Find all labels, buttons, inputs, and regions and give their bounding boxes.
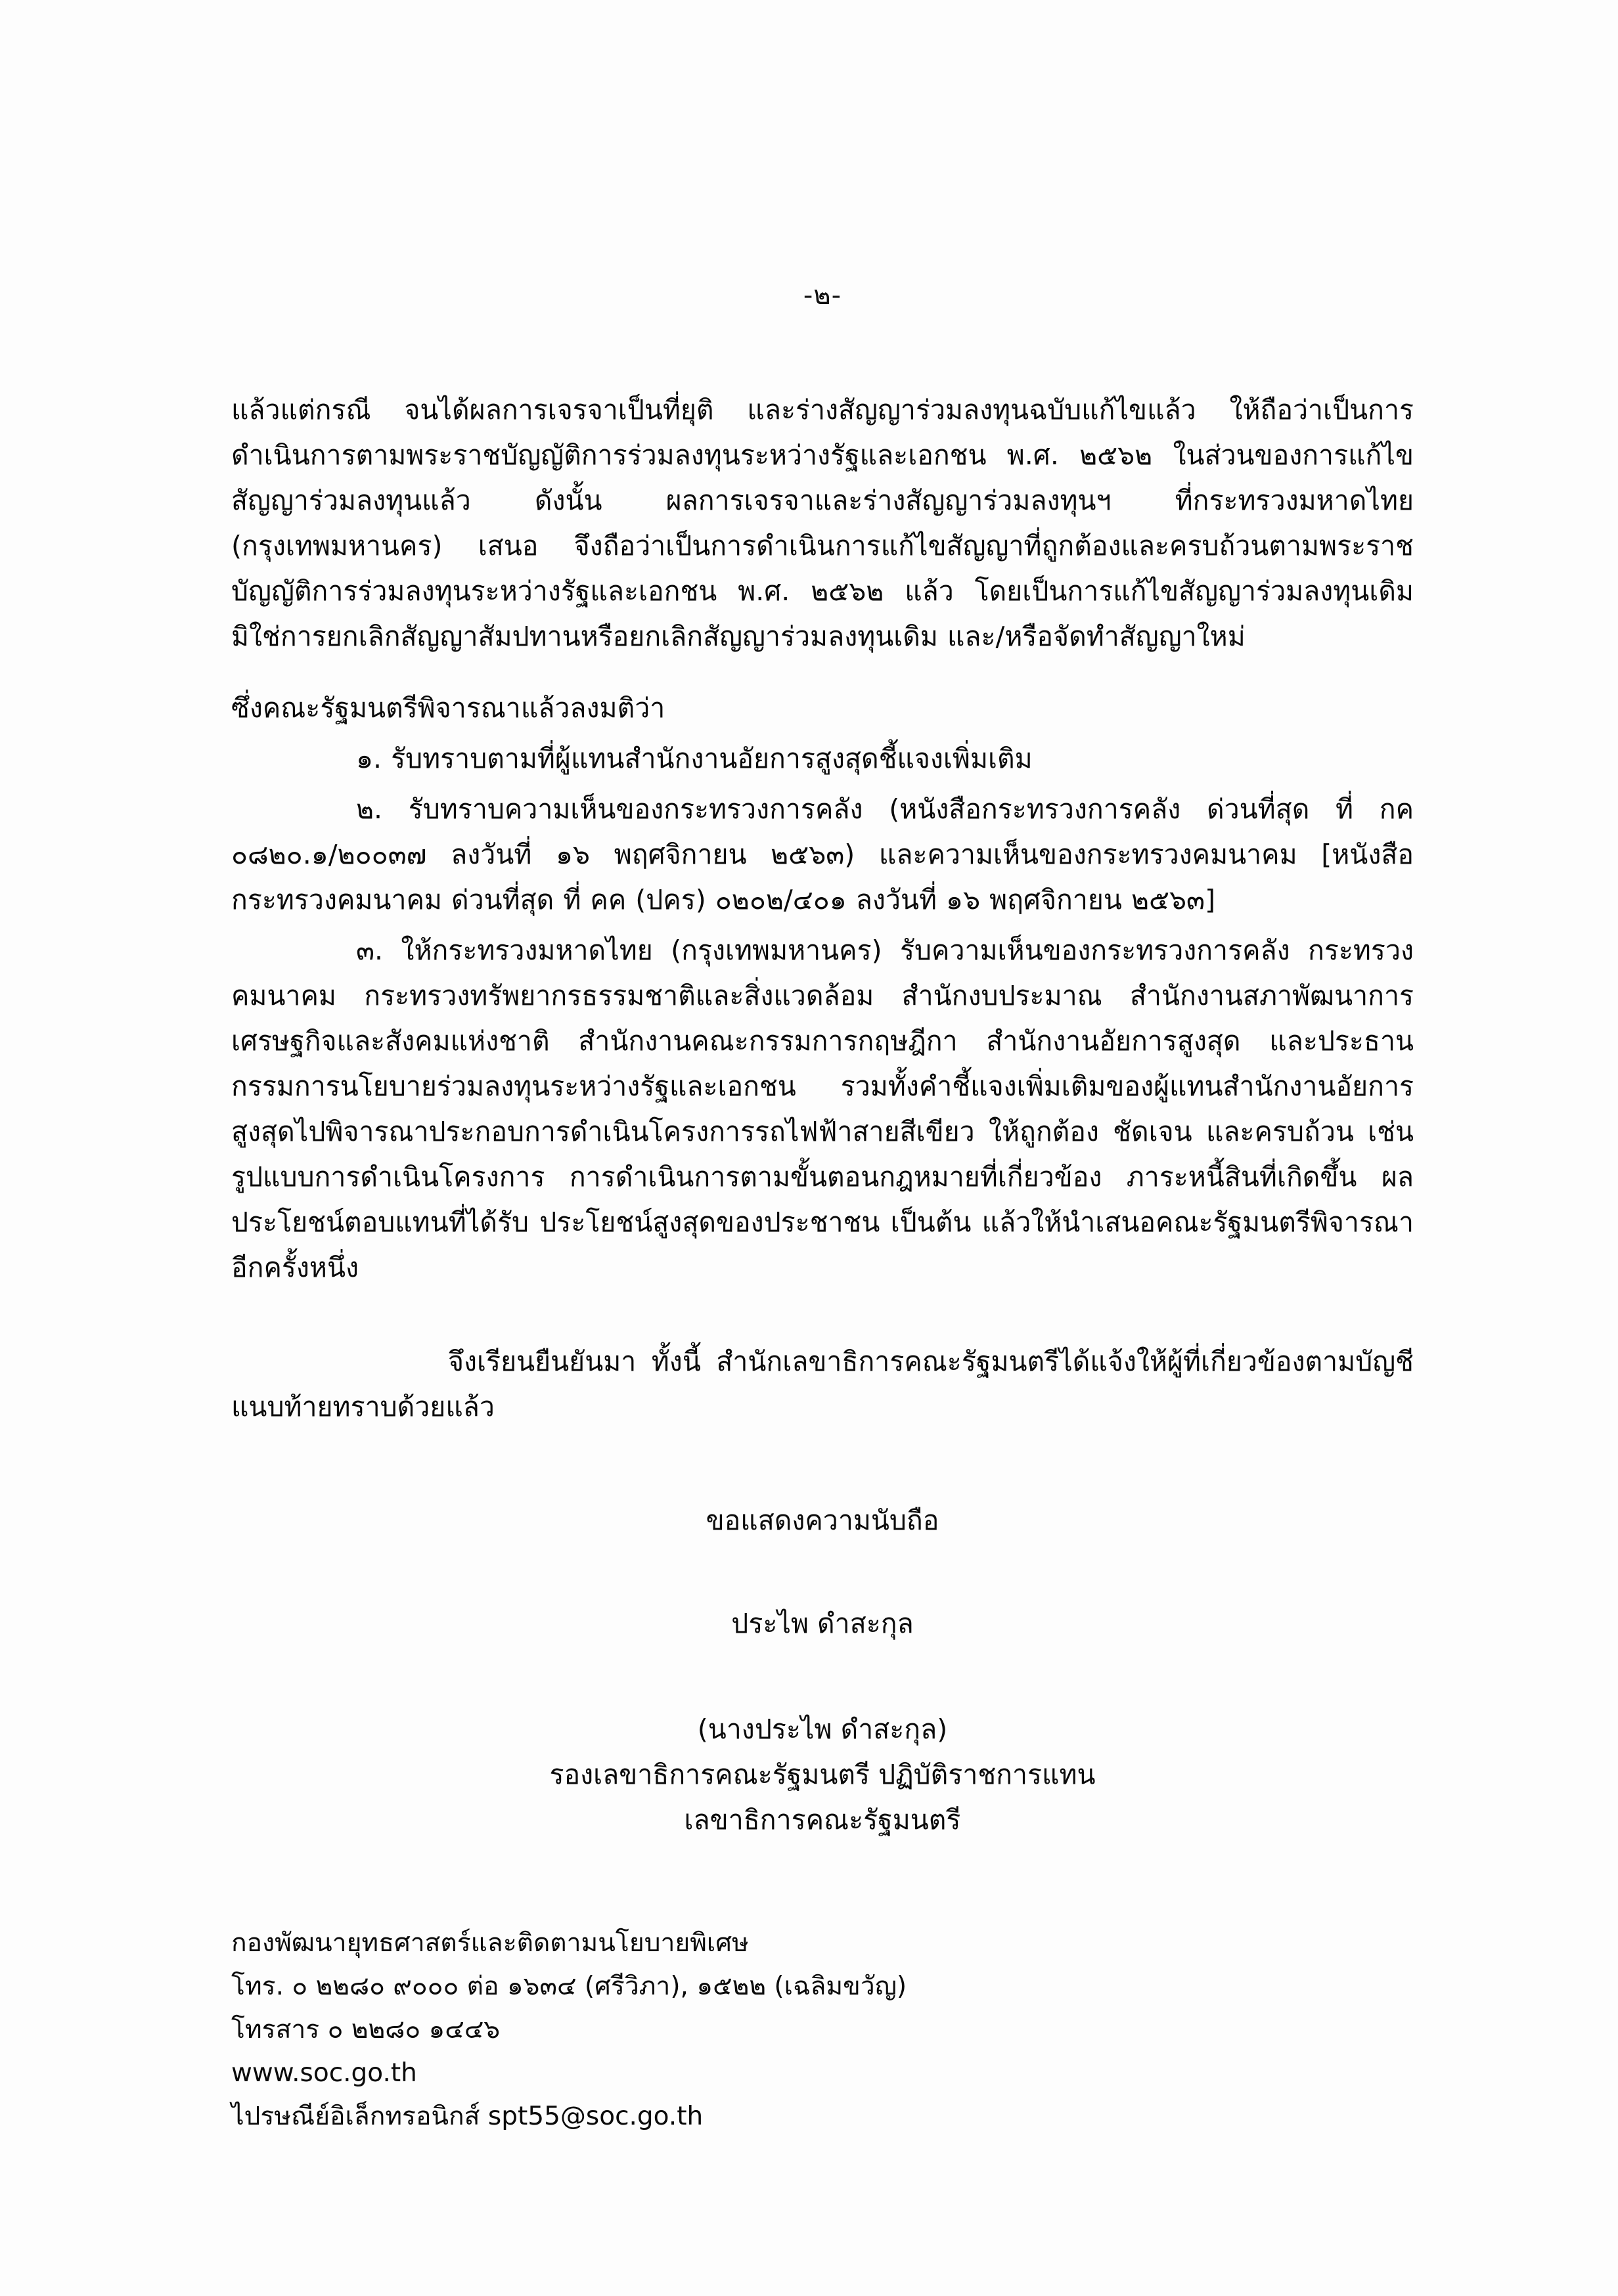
- signature-handwritten-name: ประไพ ดำสะกุล: [731, 1608, 914, 1639]
- resolution-item-3: ๓. ให้กระทรวงมหาดไทย (กรุงเทพมหานคร) รับความเห็นของกระทรวงการคลัง กระทรวงคมนาคม กระทรวงทรัพยากรธรรมชาติและสิ่งแวดล้อม สำนักงบประมาณ สำนักงานสภาพัฒนาการเศรษฐกิจและสังคมแห่งชาติ สำนักงานคณะกรรมการกฤษฎีกา สำนักงานอัยการสูงสุด และประธานกรรมการนโยบายร่วมลงทุนระหว่างรัฐและเอกชน รวมทั้งคำชี้แจงเพิ่มเติมของผู้แทนสำนักงานอัยการสูงสุดไปพิจารณาประกอบการดำเนินโครงการรถไฟฟ้าสายสีเขียว ให้ถูกต้อง ชัดเจน และครบถ้วน เช่น รูปแบบการดำเนินโครงการ การดำเนินการตามขั้นตอนกฎหมายที่เกี่ยวข้อง ภาระหนี้สินที่เกิดขึ้น ผลประโยชน์ตอบแทนที่ได้รับ ประโยชน์สูงสุดของประชาชน เป็นต้น แล้วให้นำเสนอคณะรัฐมนตรีพิจารณาอีกครั้งหนึ่ง: [231, 935, 1414, 1283]
- signature-printed-name: (นางประไพ ดำสะกุล): [697, 1713, 948, 1745]
- signature-title-line-2: เลขาธิการคณะรัฐมนตรี: [684, 1804, 961, 1836]
- spacer: [231, 1317, 1414, 1339]
- footer-email-address[interactable]: spt55@soc.go.th: [487, 2102, 704, 2131]
- contact-footer: [231, 1922, 1414, 2138]
- signature-title-line-1: รองเลขาธิการคณะรัฐมนตรี ปฏิบัติราชการแทน: [549, 1759, 1096, 1790]
- footer-fax: โทรสาร ๐ ๒๒๘๐ ๑๔๔๖: [231, 2015, 501, 2044]
- footer-email-label: ไปรษณีย์อิเล็กทรอนิกส์: [231, 2102, 480, 2131]
- page-number: -๒-: [803, 280, 842, 311]
- signature-regards: ขอแสดงความนับถือ: [706, 1505, 939, 1536]
- signature-block: [231, 1498, 1414, 1843]
- closing-paragraph: จึงเรียนยืนยันมา ทั้งนี้ สำนักเลขาธิการคณะรัฐมนตรีได้แจ้งให้ผู้ที่เกี่ยวข้องตามบัญชีแนบท้ายทราบด้วยแล้ว: [231, 1346, 1414, 1423]
- cabinet-resolution-lead-in: ซึ่งคณะรัฐมนตรีพิจารณาแล้วลงมติว่า: [231, 692, 665, 724]
- footer-email-spacer: [480, 2102, 487, 2131]
- footer-department: กองพัฒนายุทธศาสตร์และติดตามนโยบายพิเศษ: [231, 1928, 749, 1958]
- resolution-item-2: ๒. รับทราบความเห็นของกระทรวงการคลัง (หนังสือกระทรวงการคลัง ด่วนที่สุด ที่ กค ๐๘๒๐.๑/๒๐๐๓๗ ลงวันที่ ๑๖ พฤศจิกายน ๒๕๖๓) และความเห็นของกระทรวงคมนาคม [หนังสือกระทรวงคมนาคม ด่วนที่สุด ที่ คค (ปคร) ๐๒๐๒/๔๐๑ ลงวันที่ ๑๖ พฤศจิกายน ๒๕๖๓]: [231, 793, 1414, 916]
- footer-email-row: [231, 2095, 1414, 2138]
- document-content: [231, 282, 1414, 2138]
- paragraph-continuation: แล้วแต่กรณี จนได้ผลการเจรจาเป็นที่ยุติ และร่างสัญญาร่วมลงทุนฉบับแก้ไขแล้ว ให้ถือว่าเป็นการดำเนินการตามพระราชบัญญัติการร่วมลงทุนระหว่างรัฐและเอกชน พ.ศ. ๒๕๖๒ ในส่วนของการแก้ไขสัญญาร่วมลงทุนแล้ว ดังนั้น ผลการเจรจาและร่างสัญญาร่วมลงทุนฯ ที่กระทรวงมหาดไทย (กรุงเทพมหานคร) เสนอ จึงถือว่าเป็นการดำเนินการแก้ไขสัญญาที่ถูกต้องและครบถ้วนตามพระราชบัญญัติการร่วมลงทุนระหว่างรัฐและเอกชน พ.ศ. ๒๕๖๒ แล้ว โดยเป็นการแก้ไขสัญญาร่วมลงทุนเดิมมิใช่การยกเลิกสัญญาสัมปทานหรือยกเลิกสัญญาร่วมลงทุนเดิม และ/หรือจัดทำสัญญาใหม่: [231, 394, 1414, 652]
- resolution-item-1: ๑. รับทราบตามที่ผู้แทนสำนักงานอัยการสูงสุดชี้แจงเพิ่มเติม: [356, 743, 1033, 774]
- footer-phone: โทร. ๐ ๒๒๘๐ ๙๐๐๐ ต่อ ๑๖๓๔ (ศรีวิภา), ๑๕๒๒ (เฉลิมขวัญ): [231, 1972, 907, 2001]
- footer-website[interactable]: www.soc.go.th: [231, 2058, 417, 2088]
